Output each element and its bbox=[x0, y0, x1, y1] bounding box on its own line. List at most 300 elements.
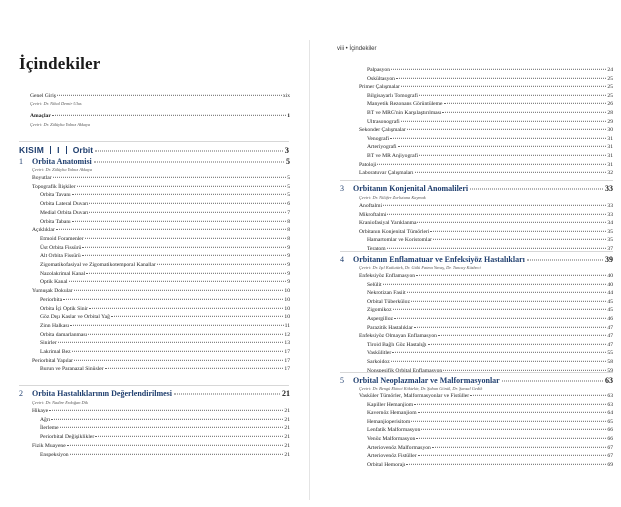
dot-leader bbox=[414, 326, 607, 327]
dot-leader bbox=[82, 246, 286, 247]
entry-page: 59 bbox=[607, 367, 613, 374]
toc-entry[interactable] bbox=[367, 299, 613, 306]
entry-page: 40 bbox=[607, 273, 613, 279]
toc-entry[interactable] bbox=[40, 417, 290, 424]
dot-leader bbox=[70, 453, 284, 454]
chapter-title: Orbitanın Enflamatuar ve Enfeksiyöz Hastalıkları bbox=[353, 255, 525, 264]
section-divider bbox=[340, 372, 613, 373]
entry-page: 5 bbox=[287, 175, 290, 181]
entry-title: Üst Orbita Fissürü bbox=[40, 244, 82, 251]
entry-title: Zigomikoz bbox=[367, 307, 392, 314]
entry-title: Periorbital Yapılar bbox=[32, 357, 74, 364]
toc-entry[interactable] bbox=[367, 445, 613, 452]
entry-title: Orbital Tüberküloz bbox=[367, 298, 410, 305]
toc-entry[interactable] bbox=[32, 175, 290, 182]
entry-title: Nekrotizan Fasiit bbox=[367, 290, 406, 297]
entry-page: 9 bbox=[287, 270, 290, 277]
entry-title: Orbita damarlanması bbox=[40, 331, 88, 338]
entry-title: Orbitanın Konjenital Tümörleri bbox=[359, 228, 430, 235]
entry-title: Boyutlar bbox=[32, 175, 52, 181]
entry-title: Manyetik Rezonans Görüntüleme bbox=[367, 101, 443, 108]
translator-credit: Çeviri: Dr. Nihal Demir Ulus bbox=[30, 101, 82, 106]
dot-leader bbox=[417, 222, 606, 223]
entry-page: 67 bbox=[607, 444, 613, 451]
chapter-number: 1 bbox=[19, 157, 23, 166]
entry-title: Etmoid Foramenler bbox=[40, 235, 84, 242]
toc-entry[interactable] bbox=[367, 342, 613, 349]
toc-entry[interactable] bbox=[30, 93, 290, 100]
dot-leader bbox=[398, 146, 607, 147]
entry-page: 8 bbox=[287, 218, 290, 225]
part-heading bbox=[19, 145, 289, 155]
toc-entry[interactable] bbox=[359, 220, 613, 227]
entry-page: 55 bbox=[607, 350, 613, 357]
part-separator bbox=[66, 146, 67, 154]
dot-leader bbox=[430, 231, 606, 232]
entry-title: Primer Çalışmalar bbox=[359, 84, 400, 91]
entry-title: Vasküler Tümörler, Malformasyonlar ve Fistüller bbox=[359, 393, 470, 399]
toc-entry[interactable] bbox=[40, 349, 290, 356]
entry-title: BT ve MR Anjiyografi bbox=[367, 153, 419, 159]
entry-page: 11 bbox=[284, 322, 290, 329]
chapter-number: 3 bbox=[340, 184, 344, 193]
entry-page: 28 bbox=[607, 110, 613, 116]
entry-page: 31 bbox=[607, 153, 613, 159]
toc-entry[interactable] bbox=[40, 306, 290, 313]
toc-entry[interactable] bbox=[359, 203, 613, 210]
running-header: viii • İçindekiler bbox=[337, 46, 377, 52]
entry-title: Göz Dışı Kaslar ve Orbital Yağ bbox=[40, 314, 110, 321]
toc-entry[interactable] bbox=[40, 452, 290, 459]
dot-leader bbox=[82, 255, 286, 256]
dot-leader bbox=[527, 260, 603, 261]
chapter-page: 63 bbox=[605, 376, 613, 385]
dot-leader bbox=[387, 248, 607, 249]
toc-entry[interactable] bbox=[367, 436, 613, 443]
entry-page: 44 bbox=[607, 290, 613, 297]
toc-entry[interactable] bbox=[32, 443, 290, 450]
dot-leader bbox=[72, 194, 286, 195]
entry-page: 10 bbox=[284, 305, 290, 312]
toc-entry[interactable] bbox=[40, 253, 290, 260]
toc-entry[interactable] bbox=[367, 427, 613, 434]
entry-page: 67 bbox=[607, 453, 613, 460]
entry-page: 7 bbox=[287, 209, 290, 216]
chapter-number: 2 bbox=[19, 389, 23, 398]
chapter-page: 5 bbox=[286, 157, 290, 166]
dot-leader bbox=[57, 95, 282, 96]
entry-title: Orbita İçi Optik Sinir bbox=[40, 305, 89, 312]
toc-entry[interactable] bbox=[367, 410, 613, 417]
toc-entry[interactable] bbox=[367, 144, 613, 151]
toc-entry[interactable] bbox=[359, 212, 613, 219]
dot-leader bbox=[418, 412, 607, 413]
dot-leader bbox=[407, 129, 607, 130]
dot-leader bbox=[406, 464, 606, 465]
toc-entry[interactable] bbox=[32, 227, 290, 234]
dot-leader bbox=[421, 429, 606, 430]
left-page bbox=[0, 0, 310, 507]
entry-page: 33 bbox=[607, 211, 613, 218]
entry-page: 29 bbox=[607, 118, 613, 125]
entry-title: Ultrasonografi bbox=[367, 118, 400, 125]
entry-page: 69 bbox=[607, 461, 613, 468]
dot-leader bbox=[392, 352, 606, 353]
toc-entry[interactable] bbox=[359, 333, 613, 340]
chapter-heading[interactable] bbox=[19, 157, 290, 166]
toc-entry[interactable] bbox=[32, 408, 290, 415]
entry-page: 5 bbox=[287, 192, 290, 199]
entry-page: 47 bbox=[607, 333, 613, 340]
entry-page: 47 bbox=[607, 341, 613, 348]
toc-entry[interactable] bbox=[40, 297, 290, 304]
entry-title: Parazitik Hastalıklar bbox=[367, 324, 413, 331]
dot-leader bbox=[443, 369, 606, 370]
entry-page: 40 bbox=[607, 281, 613, 288]
entry-page: 66 bbox=[607, 436, 613, 442]
entry-page: 10 bbox=[284, 296, 290, 303]
toc-entry[interactable] bbox=[40, 279, 290, 286]
entry-page: 17 bbox=[284, 349, 290, 355]
entry-page: 46 bbox=[607, 316, 613, 322]
entry-title: Lakrimal Bez bbox=[40, 349, 71, 355]
toc-entry[interactable] bbox=[367, 290, 613, 297]
entry-page: 21 bbox=[284, 442, 290, 449]
toc-entry[interactable] bbox=[40, 314, 290, 321]
dot-leader bbox=[438, 335, 606, 336]
dot-leader bbox=[69, 281, 287, 282]
dot-leader bbox=[419, 95, 606, 96]
entry-page: 12 bbox=[284, 331, 290, 338]
entry-title: Genel Giriş bbox=[30, 93, 56, 99]
chapter-heading[interactable] bbox=[340, 376, 613, 385]
entry-title: Medial Orbita Duvarı bbox=[40, 209, 89, 216]
dot-leader bbox=[470, 395, 606, 396]
part-separator bbox=[50, 146, 51, 154]
entry-page: 21 bbox=[284, 434, 290, 441]
entry-page: 33 bbox=[607, 203, 613, 209]
entry-page: 21 bbox=[284, 451, 290, 458]
entry-page: 45 bbox=[607, 298, 613, 305]
entry-title: Anoftalmi bbox=[359, 203, 382, 209]
dot-leader bbox=[174, 394, 280, 395]
entry-page: 65 bbox=[607, 418, 613, 425]
part-page: 3 bbox=[284, 145, 289, 155]
toc-entry[interactable] bbox=[367, 76, 613, 83]
entry-page: 10 bbox=[284, 314, 290, 321]
entry-page: 64 bbox=[607, 410, 613, 417]
toc-entry[interactable] bbox=[359, 162, 613, 169]
entry-title: Ağrı bbox=[40, 416, 51, 423]
entry-page: 31 bbox=[607, 144, 613, 151]
toc-entry[interactable] bbox=[40, 425, 290, 432]
entry-page: 45 bbox=[607, 307, 613, 314]
toc-entry[interactable] bbox=[359, 229, 613, 236]
toc-entry[interactable] bbox=[40, 192, 290, 199]
chapter-page: 21 bbox=[282, 389, 290, 398]
dot-leader bbox=[383, 283, 607, 284]
entry-page: 25 bbox=[607, 84, 613, 91]
entry-page: 31 bbox=[607, 135, 613, 142]
entry-title: Enfeksiyöz Enflamasyon bbox=[359, 273, 416, 279]
dot-leader bbox=[67, 445, 284, 446]
dot-leader bbox=[89, 203, 286, 204]
dot-leader bbox=[95, 436, 283, 437]
entry-title: Arteriyografi bbox=[367, 144, 397, 151]
entry-title: Sinirler bbox=[40, 340, 57, 347]
translator-credit: Çeviri: Dr. Zülüyha Yalnız Akkaya bbox=[30, 122, 91, 127]
entry-title: Hemanjioperisitom bbox=[367, 418, 411, 425]
entry-page: 35 bbox=[607, 228, 613, 235]
part-divider bbox=[19, 141, 289, 142]
chapter-title: Orbita Anatomisi bbox=[32, 157, 92, 166]
toc-entry[interactable] bbox=[30, 113, 290, 120]
dot-leader bbox=[95, 151, 283, 152]
toc-entry[interactable] bbox=[40, 201, 290, 208]
toc-entry[interactable] bbox=[367, 119, 613, 126]
entry-page: 63 bbox=[607, 401, 613, 408]
dot-leader bbox=[411, 421, 606, 422]
entry-title: Kraniofasiyal Yarıklanma bbox=[359, 220, 417, 227]
page-title: İçindekiler bbox=[19, 54, 101, 73]
chapter-title: Orbita Hastalıklarının Değerlendirilmesi bbox=[32, 389, 172, 398]
dot-leader bbox=[390, 138, 606, 139]
dot-leader bbox=[72, 220, 286, 221]
dot-leader bbox=[52, 115, 286, 116]
entry-title: Burun ve Paranazal Sinüsler bbox=[40, 366, 104, 373]
entry-page: 34 bbox=[607, 220, 613, 227]
entry-title: Venöz Malformasyon bbox=[367, 436, 416, 442]
dot-leader bbox=[89, 212, 286, 213]
toc-entry[interactable] bbox=[367, 462, 613, 469]
section-divider bbox=[340, 180, 613, 181]
toc-entry[interactable] bbox=[40, 332, 290, 339]
dot-leader bbox=[56, 229, 287, 230]
toc-entry[interactable] bbox=[32, 358, 290, 365]
dot-leader bbox=[407, 292, 607, 293]
entry-title: Yumuşak Dokular bbox=[32, 288, 73, 295]
chapter-number: 4 bbox=[340, 255, 344, 264]
toc-entry[interactable] bbox=[367, 93, 613, 100]
toc-entry[interactable] bbox=[40, 219, 290, 226]
toc-entry[interactable] bbox=[367, 101, 613, 108]
dot-leader bbox=[428, 344, 607, 345]
dot-leader bbox=[51, 418, 283, 419]
toc-entry[interactable] bbox=[40, 323, 290, 330]
entry-page: 26 bbox=[607, 101, 613, 108]
entry-page: 63 bbox=[607, 393, 613, 399]
toc-entry[interactable] bbox=[359, 84, 613, 91]
entry-title: Laboratuvar Çalışmaları bbox=[359, 170, 414, 177]
toc-entry[interactable] bbox=[367, 237, 613, 244]
entry-page: 6 bbox=[287, 201, 290, 208]
entry-page: 8 bbox=[287, 235, 290, 242]
entry-title: İlerleme bbox=[40, 425, 59, 432]
chapter-page: 39 bbox=[605, 255, 613, 264]
entry-title: Hamartomlar ve Koristomlar bbox=[367, 237, 432, 244]
entry-title: Enspeksiyon bbox=[40, 451, 69, 458]
dot-leader bbox=[444, 103, 607, 104]
entry-page: 21 bbox=[284, 416, 290, 423]
dot-leader bbox=[387, 213, 606, 214]
entry-title: Zigomatikofasiyal ve Zigomatikotemporal Kanallar bbox=[40, 262, 156, 268]
entry-page: 37 bbox=[607, 246, 613, 252]
toc-entry[interactable] bbox=[359, 170, 613, 177]
toc-entry[interactable] bbox=[367, 419, 613, 426]
translator-credit: Çeviri: Dr. Işıl Kutlutürk, Dr. Gülü Fatma Yavaş, Dr. Tuncay Küsbeci bbox=[359, 265, 481, 270]
right-page bbox=[311, 0, 621, 507]
dot-leader bbox=[86, 272, 286, 273]
entry-page: 1 bbox=[287, 113, 290, 119]
dot-leader bbox=[157, 264, 286, 265]
toc-entry[interactable] bbox=[359, 393, 613, 400]
entry-title: Arteriovenöz Malformasyon bbox=[367, 444, 431, 451]
dot-leader bbox=[58, 342, 284, 343]
dot-leader bbox=[502, 381, 603, 382]
section-divider bbox=[340, 251, 613, 252]
entry-title: Periorbita bbox=[40, 296, 63, 303]
dot-leader bbox=[433, 239, 606, 240]
toc-entry[interactable] bbox=[367, 136, 613, 143]
dot-leader bbox=[393, 309, 607, 310]
entry-title: Amaçlar bbox=[30, 113, 51, 119]
entry-page: 17 bbox=[284, 357, 290, 364]
entry-title: Lenfatik Malformasyon bbox=[367, 427, 421, 434]
entry-title: Enfeksiyöz Olmayan Enflamasyon bbox=[359, 333, 437, 340]
dot-leader bbox=[391, 361, 607, 362]
dot-leader bbox=[442, 112, 606, 113]
toc-entry[interactable] bbox=[367, 350, 613, 357]
toc-entry[interactable] bbox=[367, 282, 613, 289]
entry-page: 31 bbox=[607, 161, 613, 168]
entry-title: Sarkoidoz bbox=[367, 359, 390, 365]
entry-title: Nazolakrimal Kanal bbox=[40, 270, 86, 277]
chapter-number: 5 bbox=[340, 376, 344, 385]
entry-title: Venografi bbox=[367, 135, 390, 142]
entry-page: 21 bbox=[284, 425, 290, 432]
dot-leader bbox=[53, 177, 287, 178]
entry-title: Mikroftalmi bbox=[359, 211, 387, 218]
entry-title: Açıklıklar bbox=[32, 227, 55, 234]
entry-title: Orbita Tabanı bbox=[40, 218, 71, 225]
toc-entry[interactable] bbox=[367, 316, 613, 323]
dot-leader bbox=[383, 205, 606, 206]
toc-entry[interactable] bbox=[367, 453, 613, 460]
part-title: Orbit bbox=[72, 145, 94, 155]
dot-leader bbox=[94, 162, 284, 163]
chapter-heading[interactable] bbox=[340, 184, 613, 193]
toc-entry[interactable] bbox=[367, 325, 613, 332]
dot-leader bbox=[396, 77, 606, 78]
toc-entry[interactable] bbox=[40, 262, 290, 269]
toc-entry[interactable] bbox=[367, 67, 613, 74]
dot-leader bbox=[377, 163, 606, 164]
toc-entry[interactable] bbox=[40, 340, 290, 347]
entry-title: Kapiller Hemanjiom bbox=[367, 401, 414, 408]
entry-title: Fizik Muayene bbox=[32, 442, 66, 449]
entry-page: 24 bbox=[607, 67, 613, 73]
page-gutter bbox=[309, 40, 310, 500]
toc-entry[interactable] bbox=[40, 366, 290, 373]
entry-page: 10 bbox=[284, 288, 290, 295]
dot-leader bbox=[105, 368, 284, 369]
part-label: KISIM bbox=[19, 145, 45, 155]
entry-page: 17 bbox=[284, 366, 290, 373]
chapter-heading[interactable] bbox=[19, 389, 290, 398]
entry-title: Orbital Hemorajı bbox=[367, 461, 406, 468]
dot-leader bbox=[60, 427, 284, 428]
entry-page: xix bbox=[282, 93, 290, 99]
dot-leader bbox=[470, 189, 603, 190]
entry-page: 58 bbox=[607, 359, 613, 365]
dot-leader bbox=[85, 238, 287, 239]
entry-title: Zinn Halkası bbox=[40, 322, 70, 329]
toc-entry[interactable] bbox=[359, 273, 613, 280]
toc-entry[interactable] bbox=[367, 307, 613, 314]
entry-page: 25 bbox=[607, 75, 613, 82]
toc-entry[interactable] bbox=[40, 271, 290, 278]
toc-entry[interactable] bbox=[367, 402, 613, 409]
dot-leader bbox=[391, 69, 606, 70]
toc-entry[interactable] bbox=[40, 245, 290, 252]
dot-leader bbox=[49, 410, 283, 411]
translator-credit: Çeviri: Dr. Zülüyha Yalnız Akkaya bbox=[32, 167, 93, 172]
entry-title: Arteriovenöz Fistüller bbox=[367, 453, 417, 460]
entry-page: 66 bbox=[607, 427, 613, 434]
entry-page: 21 bbox=[284, 408, 290, 414]
translator-credit: Çeviri: Dr. Nilüfer Zorlutuna Kaymak bbox=[359, 195, 426, 200]
entry-page: 30 bbox=[607, 127, 613, 134]
dot-leader bbox=[432, 446, 607, 447]
toc-entry[interactable] bbox=[359, 127, 613, 134]
toc-entry[interactable] bbox=[40, 434, 290, 441]
toc-entry[interactable] bbox=[367, 246, 613, 253]
entry-title: Hikaye bbox=[32, 408, 49, 414]
entry-title: Tiroid Bağlı Göz Hastalığı bbox=[367, 341, 427, 348]
entry-page: 35 bbox=[607, 237, 613, 244]
chapter-heading[interactable] bbox=[340, 255, 613, 264]
entry-page: 9 bbox=[287, 279, 290, 286]
entry-title: Vaskülitler bbox=[367, 350, 392, 357]
entry-title: Orbita Lateral Duvarı bbox=[40, 201, 89, 208]
toc-entry[interactable] bbox=[40, 236, 290, 243]
toc-entry[interactable] bbox=[367, 110, 613, 117]
entry-page: 13 bbox=[284, 340, 290, 347]
entry-page: 8 bbox=[287, 227, 290, 234]
section-divider bbox=[19, 385, 289, 386]
entry-title: Alt Orbita Fissürü bbox=[40, 253, 81, 260]
toc-entry[interactable] bbox=[367, 359, 613, 366]
entry-page: 9 bbox=[287, 244, 290, 251]
entry-title: Periorbital Değişiklikler bbox=[40, 434, 95, 441]
dot-leader bbox=[419, 155, 606, 156]
entry-title: Palpasyon bbox=[367, 67, 390, 73]
entry-title: Topografik İlişkiler bbox=[32, 183, 76, 190]
dot-leader bbox=[414, 403, 606, 404]
entry-title: Kavernöz Hemanjiom bbox=[367, 410, 417, 417]
entry-title: Patoloji bbox=[359, 161, 377, 168]
toc-entry[interactable] bbox=[367, 153, 613, 160]
toc-entry[interactable] bbox=[32, 184, 290, 191]
entry-title: Sekonder Çalışmalar bbox=[359, 127, 406, 134]
translator-credit: Çeviri: Dr. Nadire Erdoğan Dik bbox=[32, 400, 88, 405]
entry-title: Bilgisayarlı Tomografi bbox=[367, 92, 418, 99]
dot-leader bbox=[70, 325, 284, 326]
toc-entry[interactable] bbox=[32, 288, 290, 295]
entry-title: Oskültasyon bbox=[367, 75, 395, 82]
toc-entry[interactable] bbox=[40, 210, 290, 217]
dot-leader bbox=[74, 290, 284, 291]
